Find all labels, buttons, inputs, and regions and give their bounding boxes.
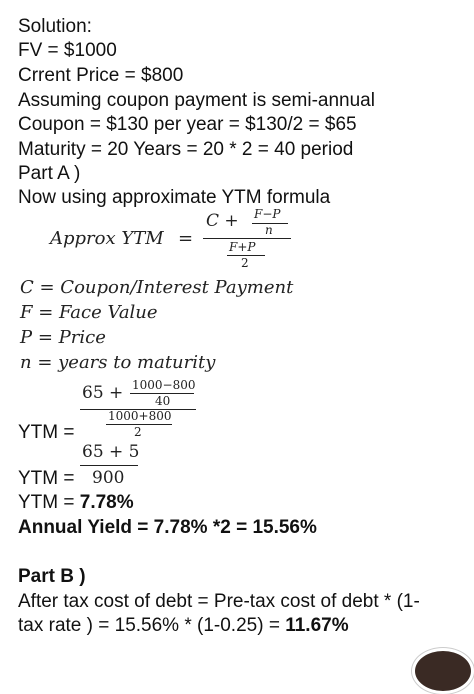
definition-years: n = years to maturity <box>20 352 216 373</box>
calc1-inner-denominator: 40 <box>155 394 171 408</box>
annual-yield-line: Annual Yield = 7.78% *2 = 15.56% <box>18 517 317 538</box>
avatar <box>412 648 474 694</box>
part-b-heading: Part B ) <box>18 566 86 587</box>
formula-main-fraction-bar <box>203 238 291 239</box>
formula-lhs: Approx YTM <box>50 228 164 249</box>
calc2-denominator: 900 <box>92 468 125 488</box>
after-tax-line1: After tax cost of debt = Pre-tax cost of debt * (1- <box>18 591 420 612</box>
definition-coupon: C = Coupon/Interest Payment <box>20 277 294 298</box>
ytm-result-value: 7.78% <box>79 492 134 513</box>
face-value-line: FV = $1000 <box>18 40 117 61</box>
maturity-line: Maturity = 20 Years = 20 * 2 = 40 period <box>18 139 354 160</box>
coupon-line: Coupon = $130 per year = $130/2 = $65 <box>18 114 357 135</box>
definition-face-value: F = Face Value <box>20 302 158 323</box>
calc1-denominator-bottom: 2 <box>134 425 142 439</box>
formula-denominator-bottom: 2 <box>241 256 249 270</box>
ytm-result-label: YTM = <box>18 492 80 513</box>
solution-heading: Solution: <box>18 16 92 37</box>
calc2-label: YTM = <box>18 468 75 489</box>
formula-inner-numerator: F−P <box>254 207 281 221</box>
formula-coupon-term: C + <box>206 211 239 231</box>
calc1-label: YTM = <box>18 422 75 443</box>
assumption-line: Assuming coupon payment is semi-annual <box>18 90 375 111</box>
after-tax-line2-prefix: tax rate ) = 15.56% * (1-0.25) = <box>18 615 286 636</box>
calc2-numerator: 65 + 5 <box>82 442 140 462</box>
calc2-fraction-bar <box>80 465 138 466</box>
after-tax-line2 <box>18 615 349 637</box>
formula-intro-line: Now using approximate YTM formula <box>18 187 331 208</box>
definition-price: P = Price <box>20 327 106 348</box>
calc1-denominator-top: 1000+800 <box>108 409 172 423</box>
calc1-numerator-a: 65 + <box>82 383 124 403</box>
formula-inner-denominator: n <box>265 223 273 237</box>
formula-denominator-top: F+P <box>229 240 256 254</box>
current-price-line: Crrent Price = $800 <box>18 65 184 86</box>
formula-equals: = <box>178 228 194 249</box>
ytm-result-line <box>18 492 134 514</box>
calc1-inner-numerator: 1000−800 <box>132 378 196 392</box>
part-a-heading: Part A ) <box>18 163 81 184</box>
after-tax-cost-value: 11.67% <box>285 615 349 636</box>
